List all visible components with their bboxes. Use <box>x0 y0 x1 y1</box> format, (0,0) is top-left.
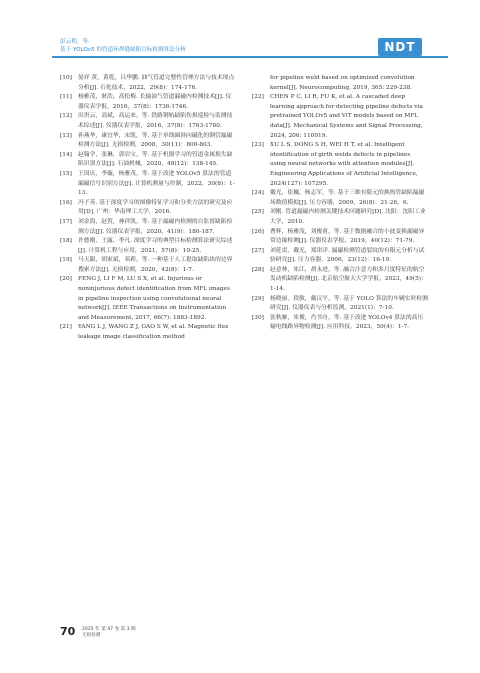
reference-list <box>60 74 428 474</box>
reference-text: 刘刚. 管道漏磁内检测关键技术问题研究[D]. 沈阳：沈阳工业大学，2010. <box>270 209 426 225</box>
reference-entry <box>60 112 236 131</box>
reference-entry <box>60 218 236 237</box>
reference-number: [16] <box>60 199 72 206</box>
reference-entry <box>252 314 428 333</box>
journal-info <box>82 627 136 639</box>
reference-text: CHEN P C, LI R, FU K, et al. A cascaded deep learning approach for detecting pipeline defects via pretrained YOLOv5 and ViT models based on MFL data[J]. Mechanical Systems and Signal Processing, 2024, 206: 110919. <box>270 94 423 139</box>
reference-number: [23] <box>252 142 264 149</box>
reference-text: 晏祥 黄，黄乾，吕华鹏. 油气管道完整性管理方法与技术现点分析[J]. 石化技术，2022，29(8)：174-176. <box>78 75 235 91</box>
reference-number: [29] <box>252 295 264 302</box>
reference-text: 马天銀，胡家斌，邓莉，等. 一种基于人工提取缺陷块的边界搜索方法[J]. 无损检测，2020，42(8)：1-7. <box>78 257 233 273</box>
reference-text: YANG L J, WANG Z J, GAO S W, et al. Magnetic flux leakage image classification method <box>78 324 229 341</box>
reference-number: [11] <box>60 94 72 101</box>
reference-number: [20] <box>60 276 72 283</box>
reference-number: [19] <box>60 257 72 264</box>
reference-number: [27] <box>252 247 264 254</box>
reference-entry <box>252 266 428 295</box>
journal-logo: NDT <box>378 38 422 56</box>
reference-text: 杨晓丽，段敏，戴汉平，等. 基于 YOLO 算法的车辆实时检测研究[J]. 仪器仪表与分析监测，2021(1)：7-10. <box>270 295 428 312</box>
reference-text: 张秋雁，朱俊，肖书舟，等. 基于改进 YOLOv4 算法的高压输电线路异物检测[J]. 应用科技，2023，50(4)：1-7. <box>270 314 424 331</box>
journal-issue: 2025 年 第 47 卷 第 3 期 <box>82 627 136 632</box>
reference-entry <box>60 199 236 218</box>
reference-number: [22] <box>252 94 264 101</box>
reference-text: XU L S, DONG S H, WEI H T, et al. Intelligent identification of girth welds defects in pipelines using neural networks with attention modules[J]. Engineering Applications of Artificial Intelligence, 2024(127): 107295. <box>270 142 418 187</box>
reference-entry <box>252 247 428 266</box>
reference-text: 刘金海，赵賀，神祥凯，等. 基于漏磁内检测的自监督缺陷检测方法[J]. 仪器仪表学报，2020，41(9)：180-187. <box>78 218 233 235</box>
reference-number: [12] <box>60 113 72 120</box>
reference-text: 杨雅茂，耿浩，高松梅. 长输油气管道漏磁内检测技术[J]. 仪器仪表学报，2016，37(8)：1736-1746. <box>78 94 232 110</box>
reference-entry <box>252 208 428 227</box>
reference-entry <box>60 237 236 256</box>
reference-number: [10] <box>60 75 72 81</box>
reference-text: 王国庆，李璇，杨雅茂，等. 基于改进 YOLOv5 算法的管道漏磁信号识别方法[J]. 计算机测量与控制，2022，30(8)：1-13. <box>78 170 235 197</box>
header-authors: 彭云程，等. <box>60 39 90 45</box>
reference-entry <box>60 93 236 112</box>
header-title: 基于 YOLOv5 的管道环焊缝缺陷目标检测算法分析 <box>60 47 186 53</box>
reference-text: 赵意林，朱江，胡永进，等. 融合注意力和多尺度特征的航空发动机缺陷检测[J]. 北京航空航天大学学报，2023，49(5)：1-14. <box>270 266 427 293</box>
reference-text: 许德刚，王露，李凡. 深度学习的典型目标检测算法研究综述[J]. 计算机工程与应用，2021，57(8)：10-25. <box>78 238 233 254</box>
reference-number: [25] <box>252 209 264 216</box>
reference-entry <box>252 141 428 189</box>
reference-entry <box>60 74 236 93</box>
header-text <box>60 38 186 54</box>
reference-text: 冯子英. 基于深度学习的图像特征学习和分类方法的研究及应用[D]. 广州：华南理工大学，2016. <box>78 199 233 216</box>
reference-text: FENG J, LI F M, LU S X, et al. Injurious or noninjurious defect identification from MFL images in pipeline inspection using convolutional neural network[J]. IEEE Transactions on Instrumentation and Measurement, 2017, 66(7): 1883-1892. <box>78 276 230 321</box>
reference-number: [21] <box>60 324 72 331</box>
reference-entry <box>252 189 428 208</box>
reference-entry <box>60 151 236 170</box>
reference-entry <box>252 74 428 93</box>
reference-number: [26] <box>252 228 264 235</box>
reference-text: 赵翰学，张琳，郭岩宝，等. 基于机器学习的管道金属损失缺陷识别方法[J]. 石油机械，2020，48(12)：138-145. <box>78 151 233 168</box>
page-number: 70 <box>60 625 76 638</box>
header-divider <box>52 56 448 58</box>
reference-entry <box>60 132 236 151</box>
reference-entry <box>60 323 236 342</box>
reference-column-left <box>60 74 236 343</box>
journal-name: 无损检测 <box>82 633 101 638</box>
reference-number: [28] <box>252 266 264 273</box>
reference-number: [24] <box>252 190 264 197</box>
running-header <box>0 0 480 62</box>
reference-number: [14] <box>60 151 72 158</box>
reference-number: [18] <box>60 238 72 245</box>
reference-entry <box>252 295 428 314</box>
reference-text: 孙燕华，康宜华，宋凯，等. 基于单线圈斜向磁化的钢管漏磁检测方法[J]. 无损检测，2008，30(11)：800-803. <box>78 132 233 149</box>
reference-entry <box>60 275 236 323</box>
reference-number: [13] <box>60 132 72 139</box>
reference-number: [15] <box>60 170 72 177</box>
reference-text: 刘延雷，戴光，郑津洋. 漏磁检测管道裂纹的有限元分析与试验研究[J]. 压力容器，2006，23(12)：16-19. <box>270 247 425 264</box>
reference-column-right <box>252 74 428 333</box>
reference-text: 曹辉，杨雅茂，刘俊甫，等. 基于数据融合的小波变换漏磁异常边缘检测[J]. 仪器仪表学报，2019，40(12)：71-79. <box>270 228 425 245</box>
reference-number: [17] <box>60 218 72 225</box>
reference-text: for pipeline weld based on optimized convolution kernel[J]. Neurocomputing, 2019, 365: 229-238. <box>270 75 415 91</box>
reference-entry <box>252 93 428 141</box>
reference-entry <box>60 256 236 275</box>
reference-number: [30] <box>252 314 264 321</box>
reference-entry <box>60 170 236 199</box>
reference-entry <box>252 228 428 247</box>
reference-text: 戴光，崔巍，杨志军，等. 基于三维有限元的换热管缺陷漏磁场数值模拟[J]. 压力容器，2009，26(8)：21-26，6. <box>270 190 425 206</box>
reference-text: 田贵云，高斌，高运来，等. 铁路钢轨缺陷伤损巡检与监测技术综述[J]. 仪器仪表学报，2016，37(8)：1763-1780. <box>78 113 233 129</box>
